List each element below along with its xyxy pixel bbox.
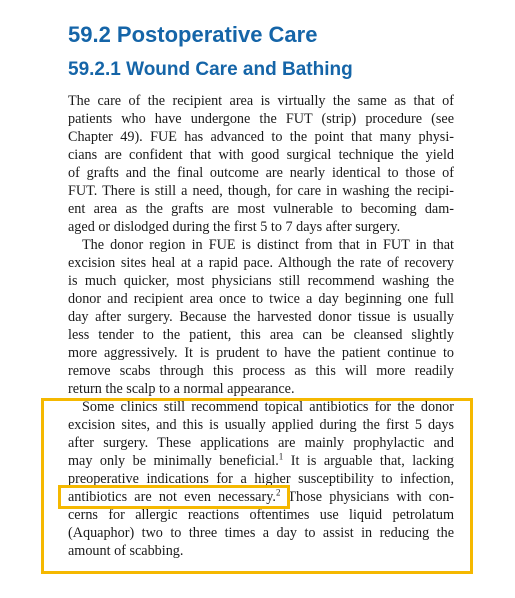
text-line: preoperative indications for a higher susceptibility to infection, xyxy=(68,471,454,487)
text-line: ent area as the grafts are most vulnerable to becoming dam- xyxy=(68,201,454,217)
text-line: aged or dislodged during the first 5 to 7 days after surgery. xyxy=(68,219,401,235)
text-line: patients who have undergone the FUT (strip) procedure (see xyxy=(68,111,454,127)
text-line: donor and recipient area once to twice a day beginning one full xyxy=(68,291,454,307)
text-line-with-reference xyxy=(68,452,454,470)
text-line: of grafts and the final outcome are nearly identical to those of xyxy=(68,165,454,181)
text-line: excision sites heal at a rapid pace. Although the rate of recovery xyxy=(68,255,454,271)
text-line: day after surgery. Because the harvested donor tissue is usually xyxy=(68,309,454,325)
text-line: excision sites, and this is usually applied during the first 5 days xyxy=(68,417,454,433)
paragraph-donor-region xyxy=(68,236,454,398)
highlighted-text: antibiotics are not even necessary. xyxy=(68,489,276,505)
text-line: Some clinics still recommend topical antibiotics for the donor xyxy=(82,399,454,415)
text-line-with-reference xyxy=(68,488,454,506)
text-fragment: may only be minimally beneficial. xyxy=(68,453,279,469)
text-line: amount of scabbing. xyxy=(68,543,184,559)
text-line: is much quicker, most physicians still recommend washing the xyxy=(68,273,454,289)
subsection-heading: 59.2.1 Wound Care and Bathing xyxy=(68,59,353,80)
reference-marker[interactable]: 2 xyxy=(275,487,281,498)
text-line: cerns for allergic reactions oftentimes use liquid petrolatum xyxy=(68,507,454,523)
text-line: The donor region in FUE is distinct from that in FUT in that xyxy=(82,237,454,253)
text-line: (Aquaphor) two to three times a day to assist in reducing the xyxy=(68,525,454,541)
text-fragment: Those physicians with con- xyxy=(280,489,455,505)
text-fragment: It is arguable that, lacking xyxy=(283,453,454,469)
text-line: remove scabs through this process as this will more readily xyxy=(68,363,454,379)
text-line: after surgery. These applications are mainly prophylactic and xyxy=(68,435,454,451)
paragraph-topical-antibiotics xyxy=(68,398,454,560)
text-line: FUT. There is still a need, though, for care in washing the recipi- xyxy=(68,183,454,199)
text-line: less tender to the patient, this area can be cleansed slightly xyxy=(68,327,454,343)
text-line: cians are confident that with good surgical technique the yield xyxy=(68,147,454,163)
text-line: The care of the recipient area is virtually the same as that of xyxy=(68,93,454,109)
text-line: Chapter 49). FUE has advanced to the point that many physi- xyxy=(68,129,454,145)
text-line: return the scalp to a normal appearance. xyxy=(68,381,295,397)
text-line: more aggressively. It is prudent to have the patient continue to xyxy=(68,345,454,361)
section-heading: 59.2 Postoperative Care xyxy=(68,22,318,47)
reference-marker[interactable]: 1 xyxy=(278,451,284,462)
paragraph-recipient-care xyxy=(68,92,454,236)
